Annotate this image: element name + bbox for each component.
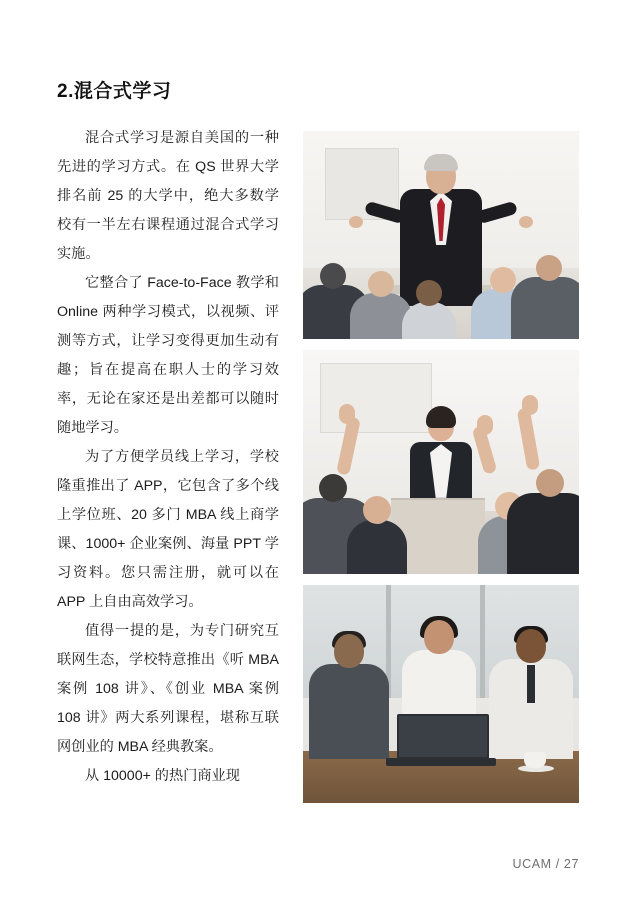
person-left: [309, 664, 389, 760]
lecturer-hair: [424, 154, 458, 171]
coffee-cup: [524, 752, 546, 768]
paragraph-4: 值得一提的是，为专门研究互联网生态，学校特意推出《听 MBA 案例 108 讲》、《创业 MBA 案例 108 讲》两大系列课程，堪称互联网创业的 MBA 经典教案。: [57, 623, 279, 755]
paragraph-2: 它整合了 Face-to-Face 教学和 Online 两种学习模式，以视频、评测等方式，让学习变得更加生动有趣；旨在提高在职人士的学习效率，无论在家还是出差都可以随时随地学习。: [57, 275, 279, 436]
body-text-column: [57, 124, 279, 791]
laptop-keyboard: [386, 758, 496, 766]
paragraph-1: 混合式学习是源自美国的一种先进的学习方式。在 QS 世界大学排名前 25 的大学中，绝大多数学校有一半左右课程通过混合式学习实施。: [57, 130, 279, 262]
whiteboard: [320, 363, 432, 432]
photo-lecturer-classroom: [303, 131, 579, 339]
photo-team-laptop: [303, 585, 579, 803]
paragraph-3: 为了方便学员线上学习，学校隆重推出了 APP，它包含了多个线上学位班、20 多门 MBA 线上商学课、1000+ 企业案例、海量 PPT 学习资料。您只需注册，就可以在 APP 上自由高效学习。: [57, 449, 279, 610]
window-mullion: [480, 585, 485, 698]
person-right: [489, 659, 573, 759]
photo-presenter-raised-hands: [303, 350, 579, 574]
raised-hand: [477, 415, 493, 435]
paragraph-5: 从 10000+ 的热门商业现: [85, 768, 240, 784]
page-footer: UCAM / 27: [512, 857, 579, 871]
presenter-hair: [426, 406, 456, 428]
photo-column: [303, 131, 579, 814]
raised-hand: [522, 395, 538, 415]
audience-silhouette: [347, 520, 407, 574]
student-silhouette: [511, 277, 579, 339]
audience-silhouette: [507, 493, 579, 574]
raised-hand: [339, 404, 355, 424]
laptop-screen: [397, 714, 489, 759]
section-heading: 2.混合式学习: [57, 81, 172, 102]
